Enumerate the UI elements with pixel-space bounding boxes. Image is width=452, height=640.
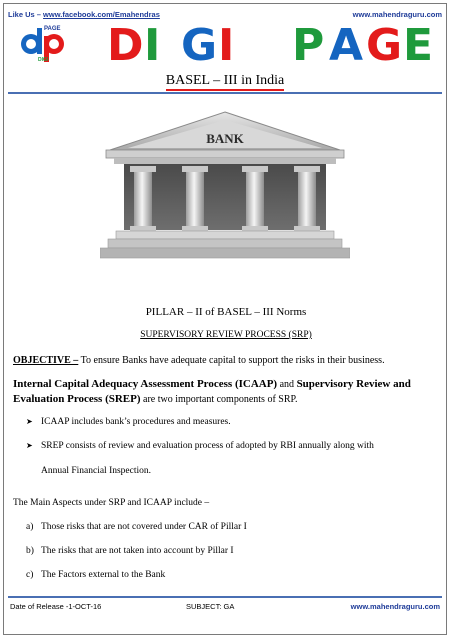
bullet-item [26, 434, 374, 458]
objective-paragraph [13, 355, 443, 366]
icaap-term: Internal Capital Adequacy Assessment Process (ICAAP) [13, 378, 278, 390]
objective-text: To ensure Banks have adequate capital to support the risks in their business. [78, 355, 385, 366]
bullet-item [26, 410, 231, 434]
page-border [3, 3, 447, 635]
page-title [125, 73, 325, 89]
brand-letter: G [366, 20, 403, 66]
srep-term: Supervisory Review and Evaluation Process (SREP) [13, 378, 411, 405]
facebook-link[interactable]: www.facebook.com/Emahendras [43, 10, 160, 19]
bullet-text: ICAAP includes bank’s procedures and measures. [41, 417, 231, 427]
header-divider [8, 92, 442, 94]
components-paragraph [13, 377, 441, 407]
like-us-line [8, 10, 160, 19]
subject-label: SUBJECT: GA [186, 602, 235, 611]
bullet-continuation: Annual Financial Inspection. [41, 466, 152, 476]
site-link-bottom[interactable]: www.mahendraguru.com [350, 602, 440, 611]
components-rest: are two important components of SRP. [140, 394, 298, 405]
section-subtitle: SUPERVISORY REVIEW PROCESS (SRP) [140, 330, 312, 340]
brand-letter: A [329, 20, 364, 66]
logo-text-bottom: DIGI [38, 57, 49, 62]
bank-sign-text: BANK [206, 131, 244, 146]
page-title-text: BASEL – III in India [166, 73, 284, 91]
section-title: PILLAR – II of BASEL – III Norms [145, 306, 307, 318]
aspect-marker: a) [26, 522, 34, 532]
aspect-marker: b) [26, 546, 34, 556]
aspect-text: Those risks that are not covered under CAR of Pillar I [41, 522, 247, 532]
arrow-bullet-icon: ➤ [26, 441, 33, 450]
brand-letter: P [292, 20, 325, 66]
site-link-top[interactable]: www.mahendraguru.com [352, 10, 442, 19]
components-and: and [277, 379, 297, 390]
logo-text-top: PAGE [44, 26, 61, 32]
aspect-text: The risks that are not taken into account by Pillar I [41, 546, 234, 556]
bank-building-image [100, 110, 350, 265]
aspect-item [26, 522, 247, 532]
brand-letter: I [144, 20, 161, 66]
arrow-bullet-icon: ➤ [26, 417, 33, 426]
brand-letter: D [107, 20, 144, 66]
aspect-item [26, 570, 165, 580]
bullet-text: SREP consists of review and evaluation process of adopted by RBI annually along with [41, 441, 374, 451]
objective-label: OBJECTIVE – [13, 355, 79, 366]
aspect-text: The Factors external to the Bank [41, 570, 166, 580]
aspect-item [26, 546, 234, 556]
release-date: Date of Release -1-OCT-16 [10, 602, 102, 611]
digi-page-logo [18, 22, 70, 62]
like-us-label: Like Us – [8, 10, 44, 19]
brand-letter: G [181, 20, 218, 66]
aspect-marker: c) [26, 570, 34, 580]
footer-divider [8, 596, 442, 598]
brand-letter: E [403, 20, 434, 66]
brand-letter: I [218, 20, 235, 66]
digi-page-wordmark [103, 20, 443, 66]
aspects-intro: The Main Aspects under SRP and ICAAP include – [13, 498, 210, 508]
